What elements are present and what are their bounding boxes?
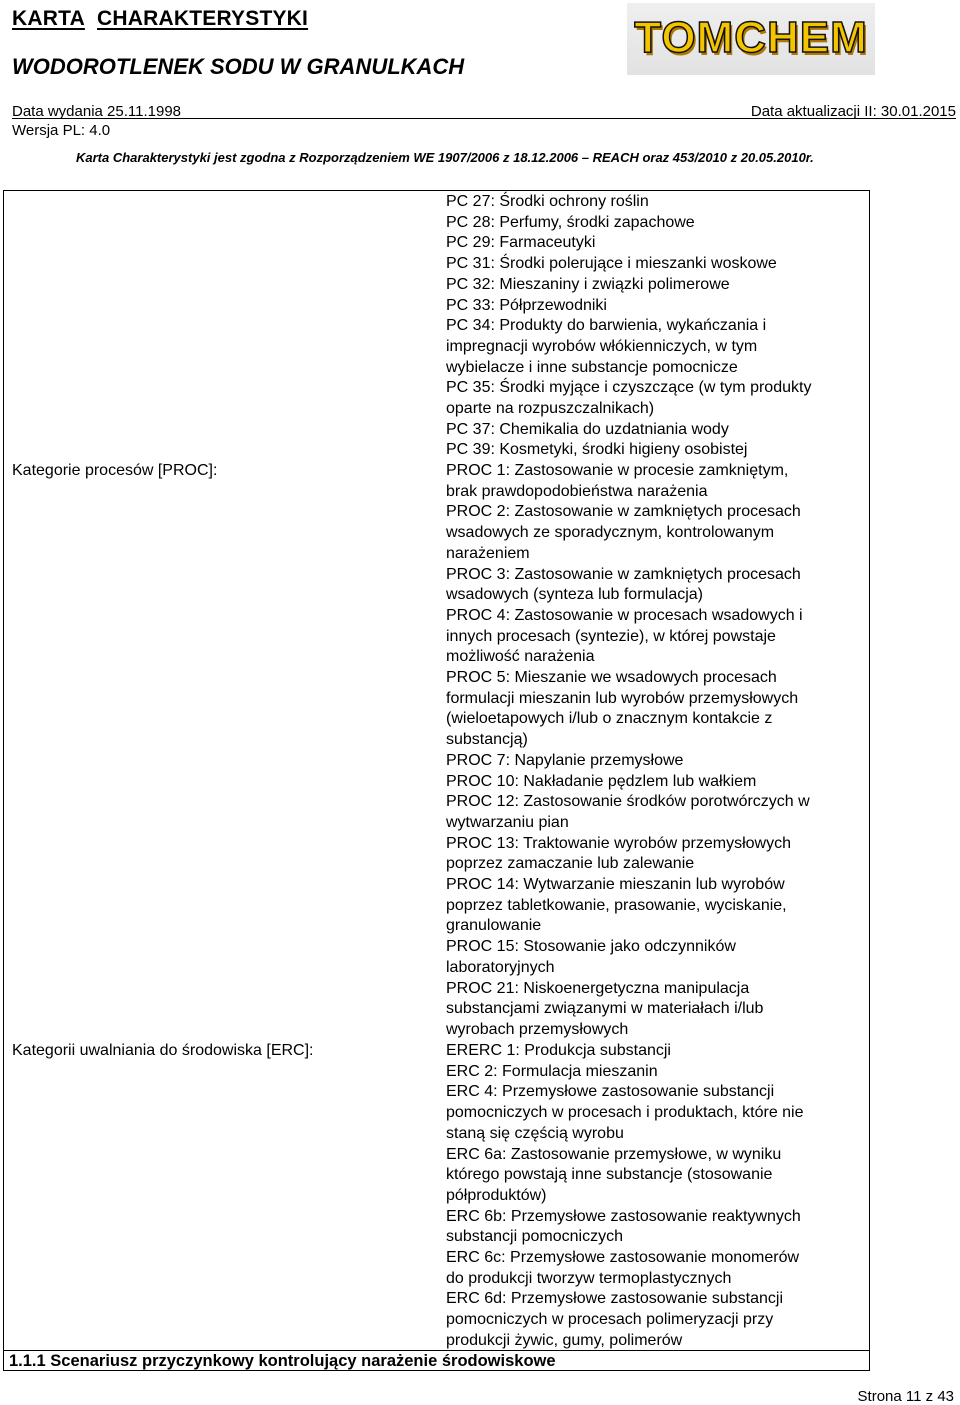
- proc-label: Kategorie procesów [PROC]:: [12, 462, 218, 479]
- proc-line: możliwość narażenia: [446, 648, 595, 666]
- proc-line: substancją): [446, 731, 528, 749]
- proc-line: PROC 7: Napylanie przemysłowe: [446, 751, 684, 769]
- proc-line: poprzez tabletkowanie, prasowanie, wyciskanie,: [446, 896, 787, 914]
- proc-line: substancjami związanymi w materiałach i/lub: [446, 1000, 764, 1018]
- erc-line: pomocniczych w procesach polimeryzacji przy: [446, 1311, 774, 1329]
- proc-line: PROC 10: Nakładanie pędzlem lub wałkiem: [446, 772, 757, 790]
- proc-line: poprzez zamaczanie lub zalewanie: [446, 855, 695, 873]
- issue-date: Data wydania 25.11.1998: [12, 103, 182, 120]
- proc-line: PROC 14: Wytwarzanie mieszanin lub wyrobów: [446, 876, 785, 893]
- proc-line: wsadowych (synteza lub formulacja): [446, 586, 703, 604]
- erc-line: substancji pomocniczych: [446, 1228, 623, 1246]
- proc-line: (wieloetapowych i/lub o znacznym kontakcie z: [446, 710, 773, 728]
- proc-line: narażeniem: [446, 544, 530, 562]
- proc-line: PROC 1: Zastosowanie w procesie zamkniętym,: [446, 462, 789, 479]
- update-date: Data aktualizacji II: 30.01.2015: [750, 103, 956, 120]
- document-title: [12, 7, 308, 31]
- pc-line: PC 37: Chemikalia do uzdatniania wody: [446, 420, 729, 438]
- page-number: Strona 11 z 43: [857, 1388, 954, 1405]
- logo-text: TOMCHEM: [634, 13, 868, 62]
- pc-line: PC 29: Farmaceutyki: [446, 234, 596, 252]
- proc-line: innych procesach (syntezie), w której powstaje: [446, 627, 776, 645]
- pc-line: PC 35: Środki myjące i czyszczące (w tym produkty: [446, 379, 812, 397]
- erc-line: ERC 6d: Przemysłowe zastosowanie substancji: [446, 1290, 784, 1308]
- proc-line: PROC 12: Zastosowanie środków porotwórczych w: [446, 793, 810, 811]
- regulation-note: Karta Charakterystyki jest zgodna z Rozporządzeniem WE 1907/2006 z 18.12.2006 – REACH oraz 453/2010 z 20.05.2010r.: [76, 150, 814, 165]
- header-divider: [12, 118, 956, 119]
- pc-line: impregnacji wyrobów włókienniczych, w tym: [446, 337, 758, 355]
- title-word-karta: KARTA: [12, 7, 85, 30]
- proc-line: laboratoryjnych: [446, 958, 555, 976]
- version: Wersja PL: 4.0: [12, 122, 111, 139]
- proc-line: PROC 4: Zastosowanie w procesach wsadowych i: [446, 606, 803, 624]
- pc-line: PC 33: Półprzewodniki: [446, 296, 607, 314]
- erc-line: pomocniczych w procesach i produktach, które nie: [446, 1104, 804, 1122]
- proc-line: PROC 5: Mieszanie we wsadowych procesach: [446, 669, 777, 686]
- pc-line: PC 28: Perfumy, środki zapachowe: [446, 213, 695, 231]
- proc-line: formulacji mieszanin lub wyrobów przemysłowych: [446, 689, 799, 707]
- scenario-heading: 1.1.1 Scenariusz przyczynkowy kontrolujący narażenie środowiskowe: [9, 1352, 556, 1370]
- erc-line: ERC 6c: Przemysłowe zastosowanie monomerów: [446, 1249, 800, 1266]
- proc-line: brak prawdopodobieństwa narażenia: [446, 482, 708, 500]
- pc-line: PC 39: Kosmetyki, środki higieny osobistej: [446, 441, 748, 459]
- erc-line: do produkcji tworzyw termoplastycznych: [446, 1269, 732, 1287]
- proc-line: wyrobach przemysłowych: [446, 1020, 629, 1038]
- proc-line: granulowanie: [446, 917, 542, 935]
- pc-line: PC 31: Środki polerujące i mieszanki woskowe: [446, 255, 777, 273]
- erc-line: produkcji żywic, gumy, polimerów: [446, 1331, 683, 1349]
- erc-line: półproduktów): [446, 1186, 547, 1204]
- product-name: WODOROTLENEK SODU W GRANULKACH: [12, 54, 465, 79]
- proc-line: PROC 2: Zastosowanie w zamkniętych procesach: [446, 503, 801, 521]
- proc-line: wytwarzaniu pian: [446, 813, 569, 831]
- erc-line: ERC 6a: Zastosowanie przemysłowe, w wyniku: [446, 1145, 782, 1163]
- proc-line: PROC 3: Zastosowanie w zamkniętych procesach: [446, 565, 801, 583]
- company-logo: [627, 3, 875, 75]
- erc-line: staną się częścią wyrobu: [446, 1124, 624, 1142]
- erc-label: Kategorii uwalniania do środowiska [ERC]:: [12, 1042, 314, 1059]
- erc-line: ERC 6b: Przemysłowe zastosowanie reaktywnych: [446, 1207, 801, 1225]
- erc-line: ERERC 1: Produkcja substancji: [446, 1042, 671, 1059]
- proc-line: PROC 13: Traktowanie wyrobów przemysłowych: [446, 834, 792, 852]
- title-word-charakterystyki: CHARAKTERYSTYKI: [97, 7, 309, 30]
- erc-line: ERC 4: Przemysłowe zastosowanie substancji: [446, 1083, 775, 1101]
- proc-line: PROC 15: Stosowanie jako odczynników: [446, 938, 736, 956]
- erc-line: ERC 2: Formulacja mieszanin: [446, 1062, 658, 1080]
- pc-line: oparte na rozpuszczalnikach): [446, 400, 655, 417]
- erc-line: którego powstają inne substancje (stosowanie: [446, 1166, 773, 1184]
- pc-line: PC 27: Środki ochrony roślin: [446, 193, 649, 210]
- pc-line: PC 34: Produkty do barwienia, wykańczania i: [446, 317, 767, 335]
- pc-line: PC 32: Mieszaniny i związki polimerowe: [446, 275, 730, 293]
- proc-line: PROC 21: Niskoenergetyczna manipulacja: [446, 979, 750, 997]
- proc-line: wsadowych ze sporadycznym, kontrolowanym: [446, 524, 775, 542]
- pc-line: wybielacze i inne substancje pomocnicze: [446, 358, 738, 376]
